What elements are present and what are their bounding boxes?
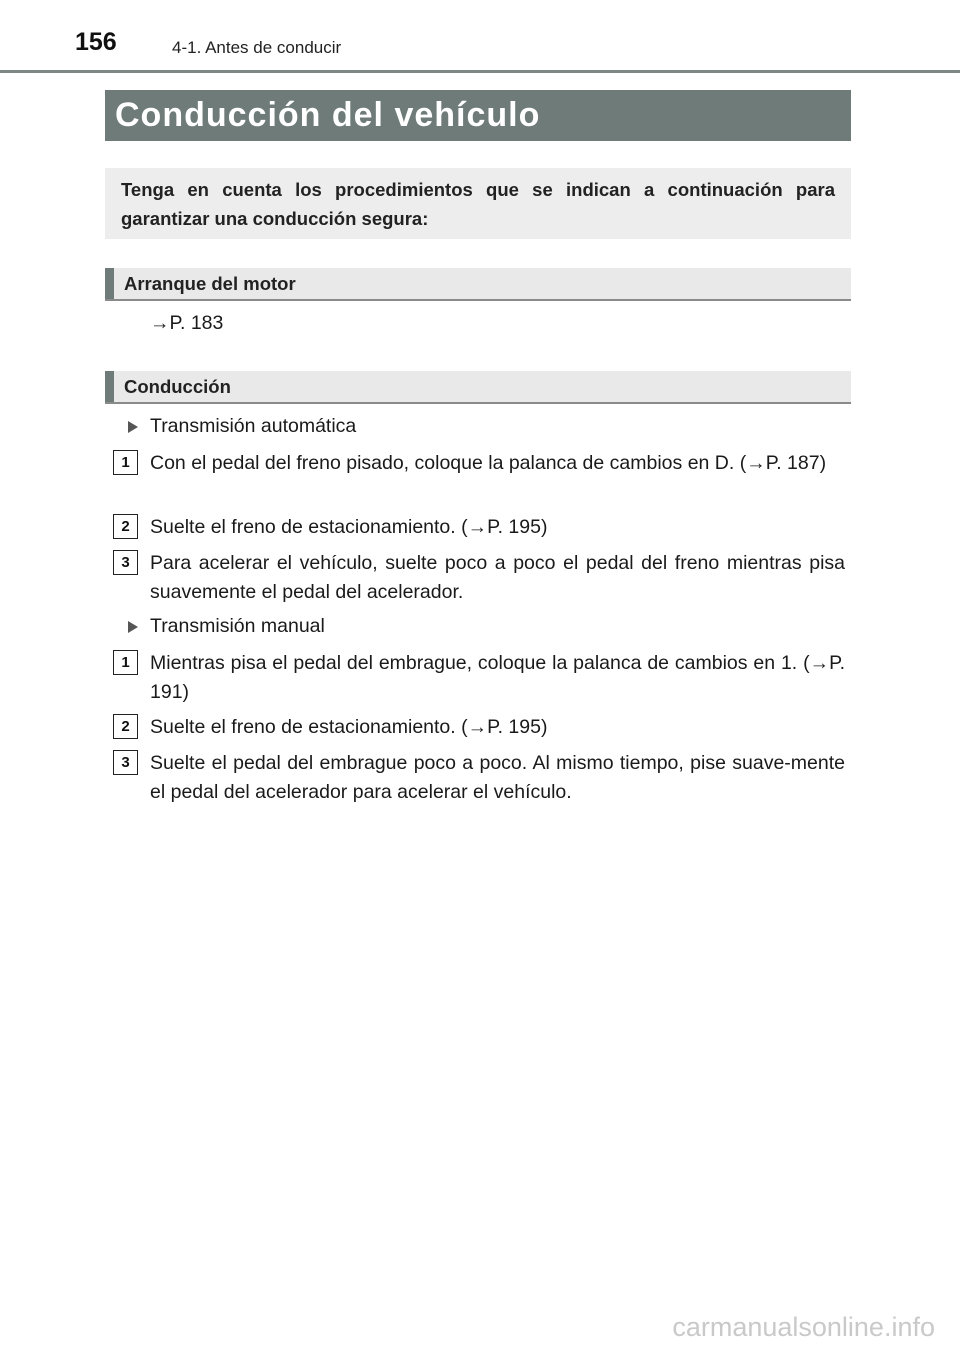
automatic-step-1: Con el pedal del freno pisado, coloque la palanca de cambios en D. (→P. 187) — [150, 452, 827, 474]
manual-label: Transmisión manual — [150, 615, 325, 637]
manual-step-2: Suelte el freno de estacionamiento. (→P. 195) — [150, 716, 548, 738]
step-number-box: 1 — [113, 650, 138, 675]
subhead-arranque — [105, 268, 851, 301]
intro-box — [105, 168, 851, 239]
automatic-label: Transmisión automática — [150, 415, 357, 437]
subhead-arranque-label: Arranque del motor — [124, 273, 296, 294]
step-number-box: 3 — [113, 750, 138, 775]
header-rule — [0, 70, 960, 73]
triangle-bullet-icon — [128, 621, 138, 633]
automatic-step-2: Suelte el freno de estacionamiento. (→P. 195) — [150, 516, 548, 538]
section-path: 4-1. Antes de conducir — [172, 38, 342, 57]
step-number-box: 3 — [113, 550, 138, 575]
triangle-bullet-icon — [128, 421, 138, 433]
intro-text: Tenga en cuenta los procedimientos que se indican a continuación para garantizar una conducción segura: — [121, 179, 835, 229]
footer-watermark: carmanualsonline.info — [672, 1312, 935, 1342]
title-bar — [105, 90, 851, 141]
subhead-conduccion-label: Conducción — [124, 376, 231, 397]
step-number-box: 2 — [113, 714, 138, 739]
manual-step-1: Mientras pisa el pedal del embrague, coloque la palanca de cambios en 1. (→P. 191) — [150, 652, 845, 703]
arranque-reference: →P. 183 — [150, 312, 224, 334]
page-number: 156 — [75, 28, 117, 56]
subhead-conduccion — [105, 371, 851, 404]
manual-step-3: Suelte el pedal del embrague poco a poco. Al mismo tiempo, pise suave-mente el pedal del acelerador para acelerar el vehículo. — [150, 752, 845, 803]
step-number-box: 2 — [113, 514, 138, 539]
step-number-box: 1 — [113, 450, 138, 475]
automatic-step-3: Para acelerar el vehículo, suelte poco a poco el pedal del freno mientras pisa suavemente el pedal del acelerador. — [150, 552, 845, 603]
page-title: Conducción del vehículo — [115, 96, 541, 134]
